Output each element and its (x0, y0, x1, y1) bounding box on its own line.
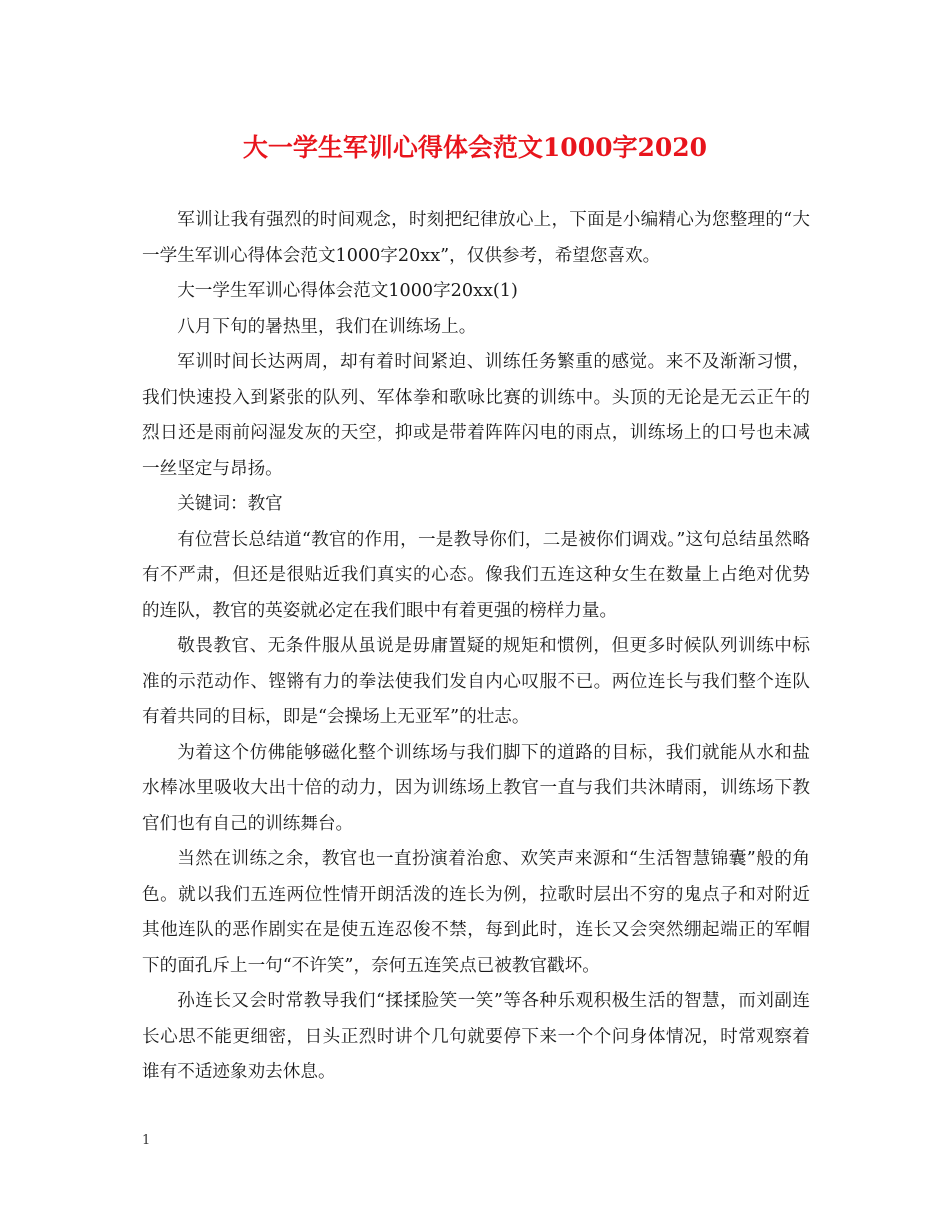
document-body (142, 203, 810, 1091)
paragraph: 大一学生军训心得体会范文1000字20xx(1) (177, 281, 518, 301)
page-number: 1 (142, 1133, 151, 1148)
paragraph: 有位营长总结道“教官的作用，一是教导你们，二是被你们调戏。”这句总结虽然略有不严肃，但还是很贴近我们真实的心态。像我们五连这种女生在数量上占绝对优势的连队，教官的英姿就必定在我们眼中有着更强的榜样力量。 (142, 529, 810, 621)
paragraph: 当然在训练之余，教官也一直扮演着治愈、欢笑声来源和“生活智慧锦囊”般的角色。就以我们五连两位性情开朗活泼的连长为例，拉歌时层出不穷的鬼点子和对附近其他连队的恶作剧实在是使五连忍俊不禁，每到此时，连长又会突然绷起端正的军帽下的面孔斥上一句“不许笑”，奈何五连笑点已被教官戳坏。 (142, 849, 810, 976)
paragraph: 敬畏教官、无条件服从虽说是毋庸置疑的规矩和惯例，但更多时候队列训练中标准的示范动作、铿锵有力的拳法使我们发自内心叹服不已。两位连长与我们整个连队有着共同的目标，即是“会操场上无亚军”的壮志。 (142, 636, 810, 727)
paragraph: 八月下旬的暑热里，我们在训练场上。 (177, 316, 477, 337)
document-title: 大一学生军训心得体会范文1000字2020 (242, 133, 708, 162)
paragraph: 为着这个仿佛能够磁化整个训练场与我们脚下的道路的目标，我们就能从水和盐水棒冰里吸收大出十倍的动力，因为训练场上教官一直与我们共沐晴雨，训练场下教官们也有自己的训练舞台。 (142, 742, 810, 834)
paragraph: 军训时间长达两周，却有着时间紧迫、训练任务繁重的感觉。来不及渐渐习惯，我们快速投入到紧张的队列、军体拳和歌咏比赛的训练中。头顶的无论是无云正午的烈日还是雨前闷湿发灰的天空，抑或是带着阵阵闪电的雨点，训练场上的口号也未减一丝坚定与昂扬。 (142, 352, 810, 479)
paragraph: 关键词：教官 (177, 494, 283, 514)
paragraph: 孙连长又会时常教导我们“揉揉脸笑一笑”等各种乐观积极生活的智慧，而刘副连长心思不能更细密，日头正烈时讲个几句就要停下来一个个问身体情况，时常观察着谁有不适迹象劝去休息。 (142, 991, 810, 1082)
paragraph: 军训让我有强烈的时间观念，时刻把纪律放心上，下面是小编精心为您整理的“大一学生军训心得体会范文1000字20xx”，仅供参考，希望您喜欢。 (142, 210, 810, 266)
